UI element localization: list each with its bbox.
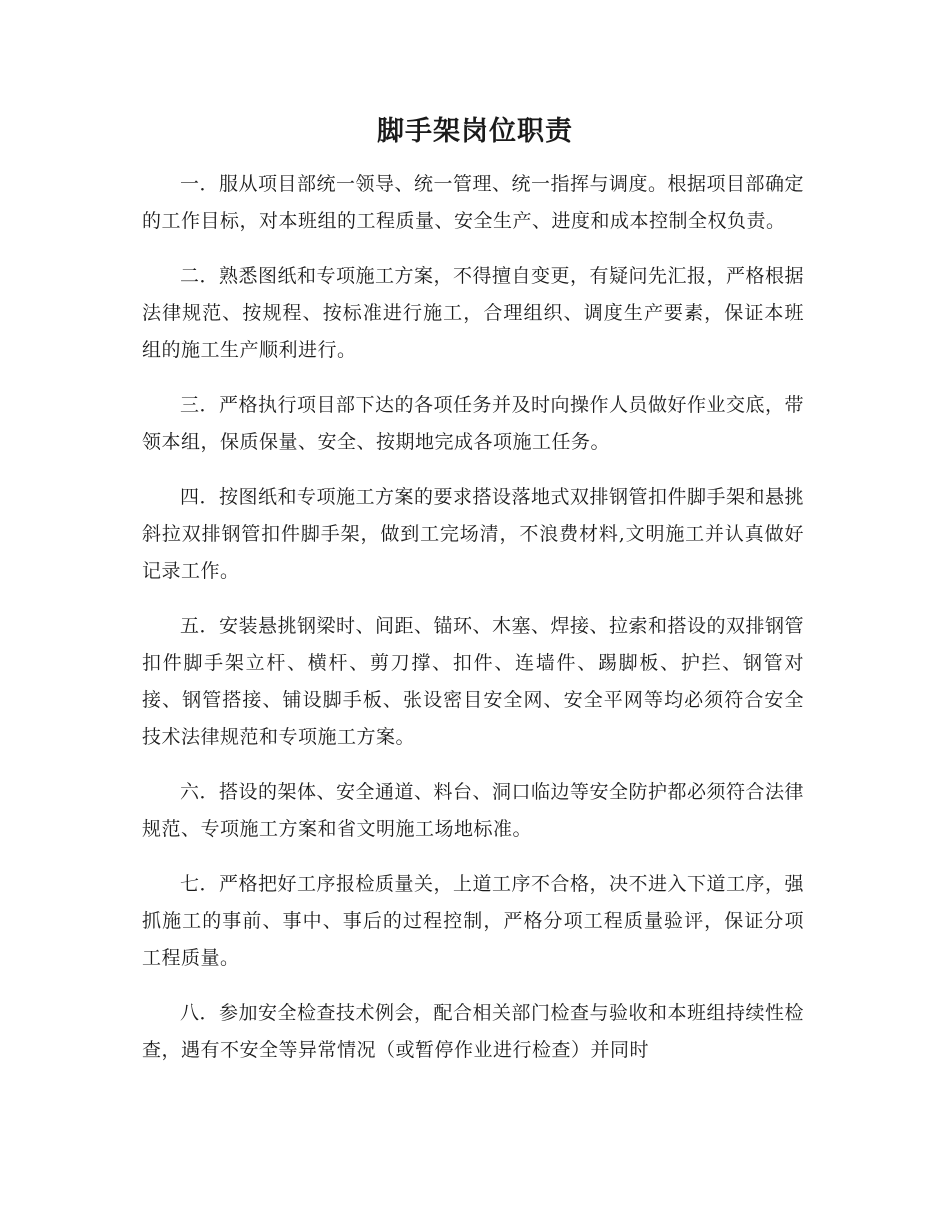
page-title: 脚手架岗位职责 [377,116,573,147]
paragraph-5: 五．安装悬挑钢梁时、间距、锚环、木塞、焊接、拉索和搭设的双排钢管扣件脚手架立杆、横杆、剪刀撑、扣件、连墙件、踢脚板、护拦、钢管对接、钢管搭接、铺设脚手板、张设密目安全网、安全平网等均必须符合安全技术法律规范和专项施工方案。 [142,615,805,748]
paragraph-3: 三．严格执行项目部下达的各项任务并及时向操作人员做好作业交底，带领本组，保质保量、安全、按期地完成各项施工任务。 [142,394,805,453]
document-body [142,166,804,1087]
paragraph-1: 一．服从项目部统一领导、统一管理、统一指挥与调度。根据项目部确定的工作目标，对本班组的工程质量、安全生产、进度和成本控制全权负责。 [142,173,805,232]
paragraph-2: 二．熟悉图纸和专项施工方案，不得擅自变更，有疑问先汇报，严格根据法律规范、按规程、按标准进行施工，合理组织、调度生产要素，保证本班组的施工生产顺利进行。 [142,265,805,361]
paragraph-4: 四．按图纸和专项施工方案的要求搭设落地式双排钢管扣件脚手架和悬挑斜拉双排钢管扣件脚手架，做到工完场清，不浪费材料,文明施工并认真做好记录工作。 [142,486,805,582]
paragraph-8: 八．参加安全检查技术例会，配合相关部门检查与验收和本班组持续性检查，遇有不安全等异常情况（或暂停作业进行检查）并同时 [142,1002,805,1061]
paragraph-7: 七．严格把好工序报检质量关，上道工序不合格，决不进入下道工序，强抓施工的事前、事中、事后的过程控制，严格分项工程质量验评，保证分项工程质量。 [142,873,805,969]
paragraph-6: 六．搭设的架体、安全通道、料台、洞口临边等安全防护都必须符合法律规范、专项施工方案和省文明施工场地标准。 [142,781,805,840]
